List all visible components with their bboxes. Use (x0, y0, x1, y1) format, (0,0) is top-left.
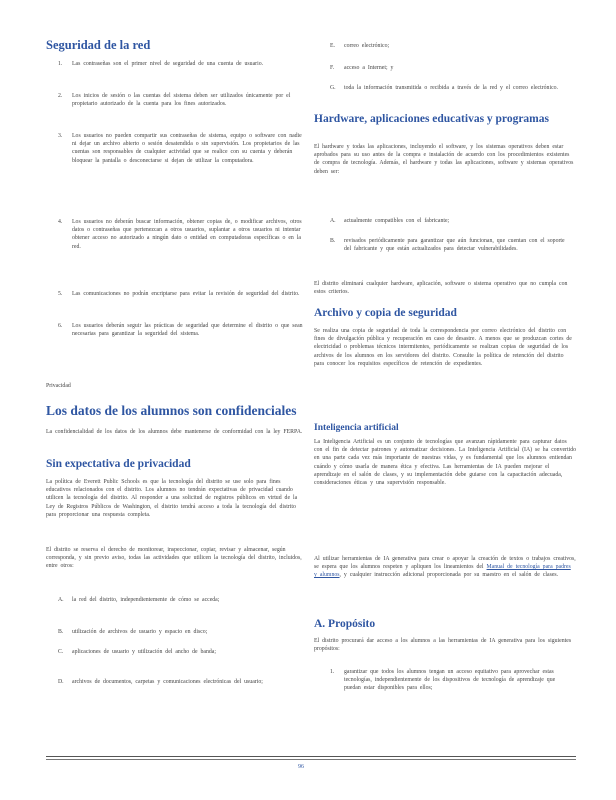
privacy-label: Privacidad (46, 383, 71, 389)
list-number: 3. (58, 133, 63, 139)
list-item: actualmente compatibles con el fabricante; (344, 218, 450, 224)
no-expectation-title: Sin expectativa de privacidad (46, 458, 191, 470)
ai-paragraph-2-end: , y cualquier instrucción adicional proporcionada por su maestro en el salón de clases. (339, 572, 559, 579)
list-number: 1. (58, 61, 63, 67)
list-letter: B. (330, 238, 336, 244)
page-number: 96 (298, 764, 304, 770)
list-letter: F. (330, 65, 335, 71)
list-letter: D. (58, 679, 64, 685)
list-number: 2. (58, 93, 63, 99)
list-item: revisados periódicamente para garantizar que aún funcionan, que cuentan con el soporte del fabricante y que están actualizados para detectar vulnerabilidades. (344, 238, 565, 253)
list-item: garantizar que todos los alumnos tengan un acceso equitativo para aprovechar estas tecnologías, independientemente de los dispositivos de tecnología de aprendizaje que puedan estar disponibles para ellos; (344, 669, 556, 692)
list-item: Los inicios de sesión o las cuentas del sistema deben ser utilizados únicamente por el propietario autorizado de la cuenta para los fines autorizados. (72, 93, 291, 108)
footer-rule-thin (46, 759, 576, 760)
hardware-title: Hardware, aplicaciones educativas y programas (314, 113, 549, 125)
ai-paragraph: La Inteligencia Artificial es un conjunto de tecnologías que avanzan rápidamente para capturar datos con el fin de detectar patrones y automatizar decisiones. La Inteligencia Artificial (IA) se ha convertido en una parte cada vez más importante de nuestras vidas, y es fundamental que los alumnos entiendan cuándo y cómo usarla de manera ética y efectiva. Las herramientas de IA pueden mejorar el aprendizaje en el salón de clases, y su implementación debe guiarse con la capacitación adecuada, consideraciones éticas y una supervisión responsable. (314, 439, 577, 487)
list-letter: C. (58, 649, 64, 655)
list-item: utilización de archivos de usuario y espacio en disco; (72, 629, 208, 635)
list-item: la red del distrito, independientemente de cómo se acceda; (72, 597, 220, 603)
hardware-paragraph: El hardware y todas las aplicaciones, incluyendo el software, y los sistemas operativos deben estar aprobados para su uso antes de la compra e instalación de acuerdo con los procedimientos existentes de compra de tecnología. Además, el hardware y todas las aplicaciones, software y sistemas operativos deben ser: (314, 144, 574, 175)
list-item: archivos de documentos, carpetas y comunicaciones electrónicas del usuario; (72, 679, 263, 685)
list-letter: A. (330, 218, 336, 224)
ai-paragraph-2 (314, 555, 576, 580)
purpose-title: A. Propósito (314, 618, 376, 630)
list-item: Los usuarios no pueden compartir sus contraseñas de sistema, equipo o software con nadie ni dejar un archivo abierto o sesión desatendida o sin supervisión. Los propietarios de las cuentas son responsables de cualquier actividad que se realice con su cuenta y deberán bloquear la pantalla o desconectarse si dejan de utilizar la computadora. (72, 133, 302, 164)
purpose-paragraph: El distrito procurará dar acceso a los alumnos a las herramientas de IA generativa para los siguientes propósitos: (314, 638, 572, 653)
list-letter: G. (330, 85, 336, 91)
no-expectation-paragraph: La política de Everett Public Schools es que la tecnología del distrito se use solo para fines educativos relacionados con el distrito. Los alumnos no tendrán expectativas de privacidad cuando utilicen la tecnología del distrito. Al responder a una solicitud de registros públicos en virtud de la Ley de Registros Públicos de Washington, el distrito tendrá acceso a toda la tecnología del distrito para proporcionar una respuesta completa. (46, 479, 298, 518)
archive-paragraph: Se realiza una copia de seguridad de toda la correspondencia por correo electrónico del distrito con fines de divulgación pública y recuperación en caso de desastre. A menos que se produzcan cortes de electricidad o problemas técnicos intermitentes, periódicamente se realizan copias de seguridad de los archivos de los alumnos en los servidores del distrito. Consulte la política de retención del distrito para conocer los requisitos específicos de retención de expedientes. (314, 328, 572, 367)
ai-title: Inteligencia artificial (314, 423, 399, 433)
list-item: Los usuarios deberán seguir las prácticas de seguridad que determine el distrito o que sean necesarias para garantizar la seguridad del sistema. (72, 323, 303, 338)
archive-title: Archivo y copia de seguridad (314, 307, 457, 319)
footer-rule (46, 756, 576, 757)
list-letter: B. (58, 629, 64, 635)
technology-handbook-link[interactable]: Manual de tecnología para padres y alumnos (314, 564, 571, 579)
hardware-paragraph-2: El distrito eliminará cualquier hardware, aplicación, software o sistema operativo que no cumpla con estos criterios. (314, 281, 568, 296)
list-number: 1. (330, 669, 335, 675)
list-item: acceso a Internet; y (344, 65, 394, 71)
data-paragraph: La confidencialidad de los datos de los alumnos debe mantenerse de conformidad con la ley FERPA. (46, 429, 303, 435)
list-number: 4. (58, 219, 63, 225)
list-item: correo electrónico; (344, 43, 390, 49)
list-item: aplicaciones de usuario y utilización del ancho de banda; (72, 649, 216, 655)
ai-paragraph-2-start: Al utilizar herramientas de IA generativa para crear o apoyar la creación de textos o trabajos creativos, se espera que los alumnos respeten y apliquen los lineamientos del (314, 556, 576, 571)
no-expectation-paragraph-2: El distrito se reserva el derecho de monitorear, inspeccionar, copiar, revisar y almacenar, según corresponda, y sin previo aviso, todas las actividades que utilicen la tecnología del distrito, incluidos, entre otros: (46, 547, 302, 570)
list-letter: A. (58, 597, 64, 603)
list-item: toda la información transmitida o recibida a través de la red y el correo electrónico. (344, 85, 558, 91)
list-item: Las comunicaciones no podrán encriptarse para evitar la revisión de seguridad del distrito. (72, 291, 300, 297)
list-item: Las contraseñas son el primer nivel de seguridad de una cuenta de usuario. (72, 61, 264, 67)
data-title: Los datos de los alumnos son confidenciales (46, 403, 297, 418)
list-letter: E. (330, 43, 335, 49)
list-number: 6. (58, 323, 63, 329)
security-title: Seguridad de la red (46, 38, 151, 52)
list-item: Los usuarios no deberán buscar información, obtener copias de, o modificar archivos, otros datos o contraseñas que pertenezcan a otros usuarios, suplantar a otros usuarios ni intentar obtener acceso no autorizado a ningún dato o entidad en computadoras específicas o en la red. (72, 219, 302, 250)
list-number: 5. (58, 291, 63, 297)
